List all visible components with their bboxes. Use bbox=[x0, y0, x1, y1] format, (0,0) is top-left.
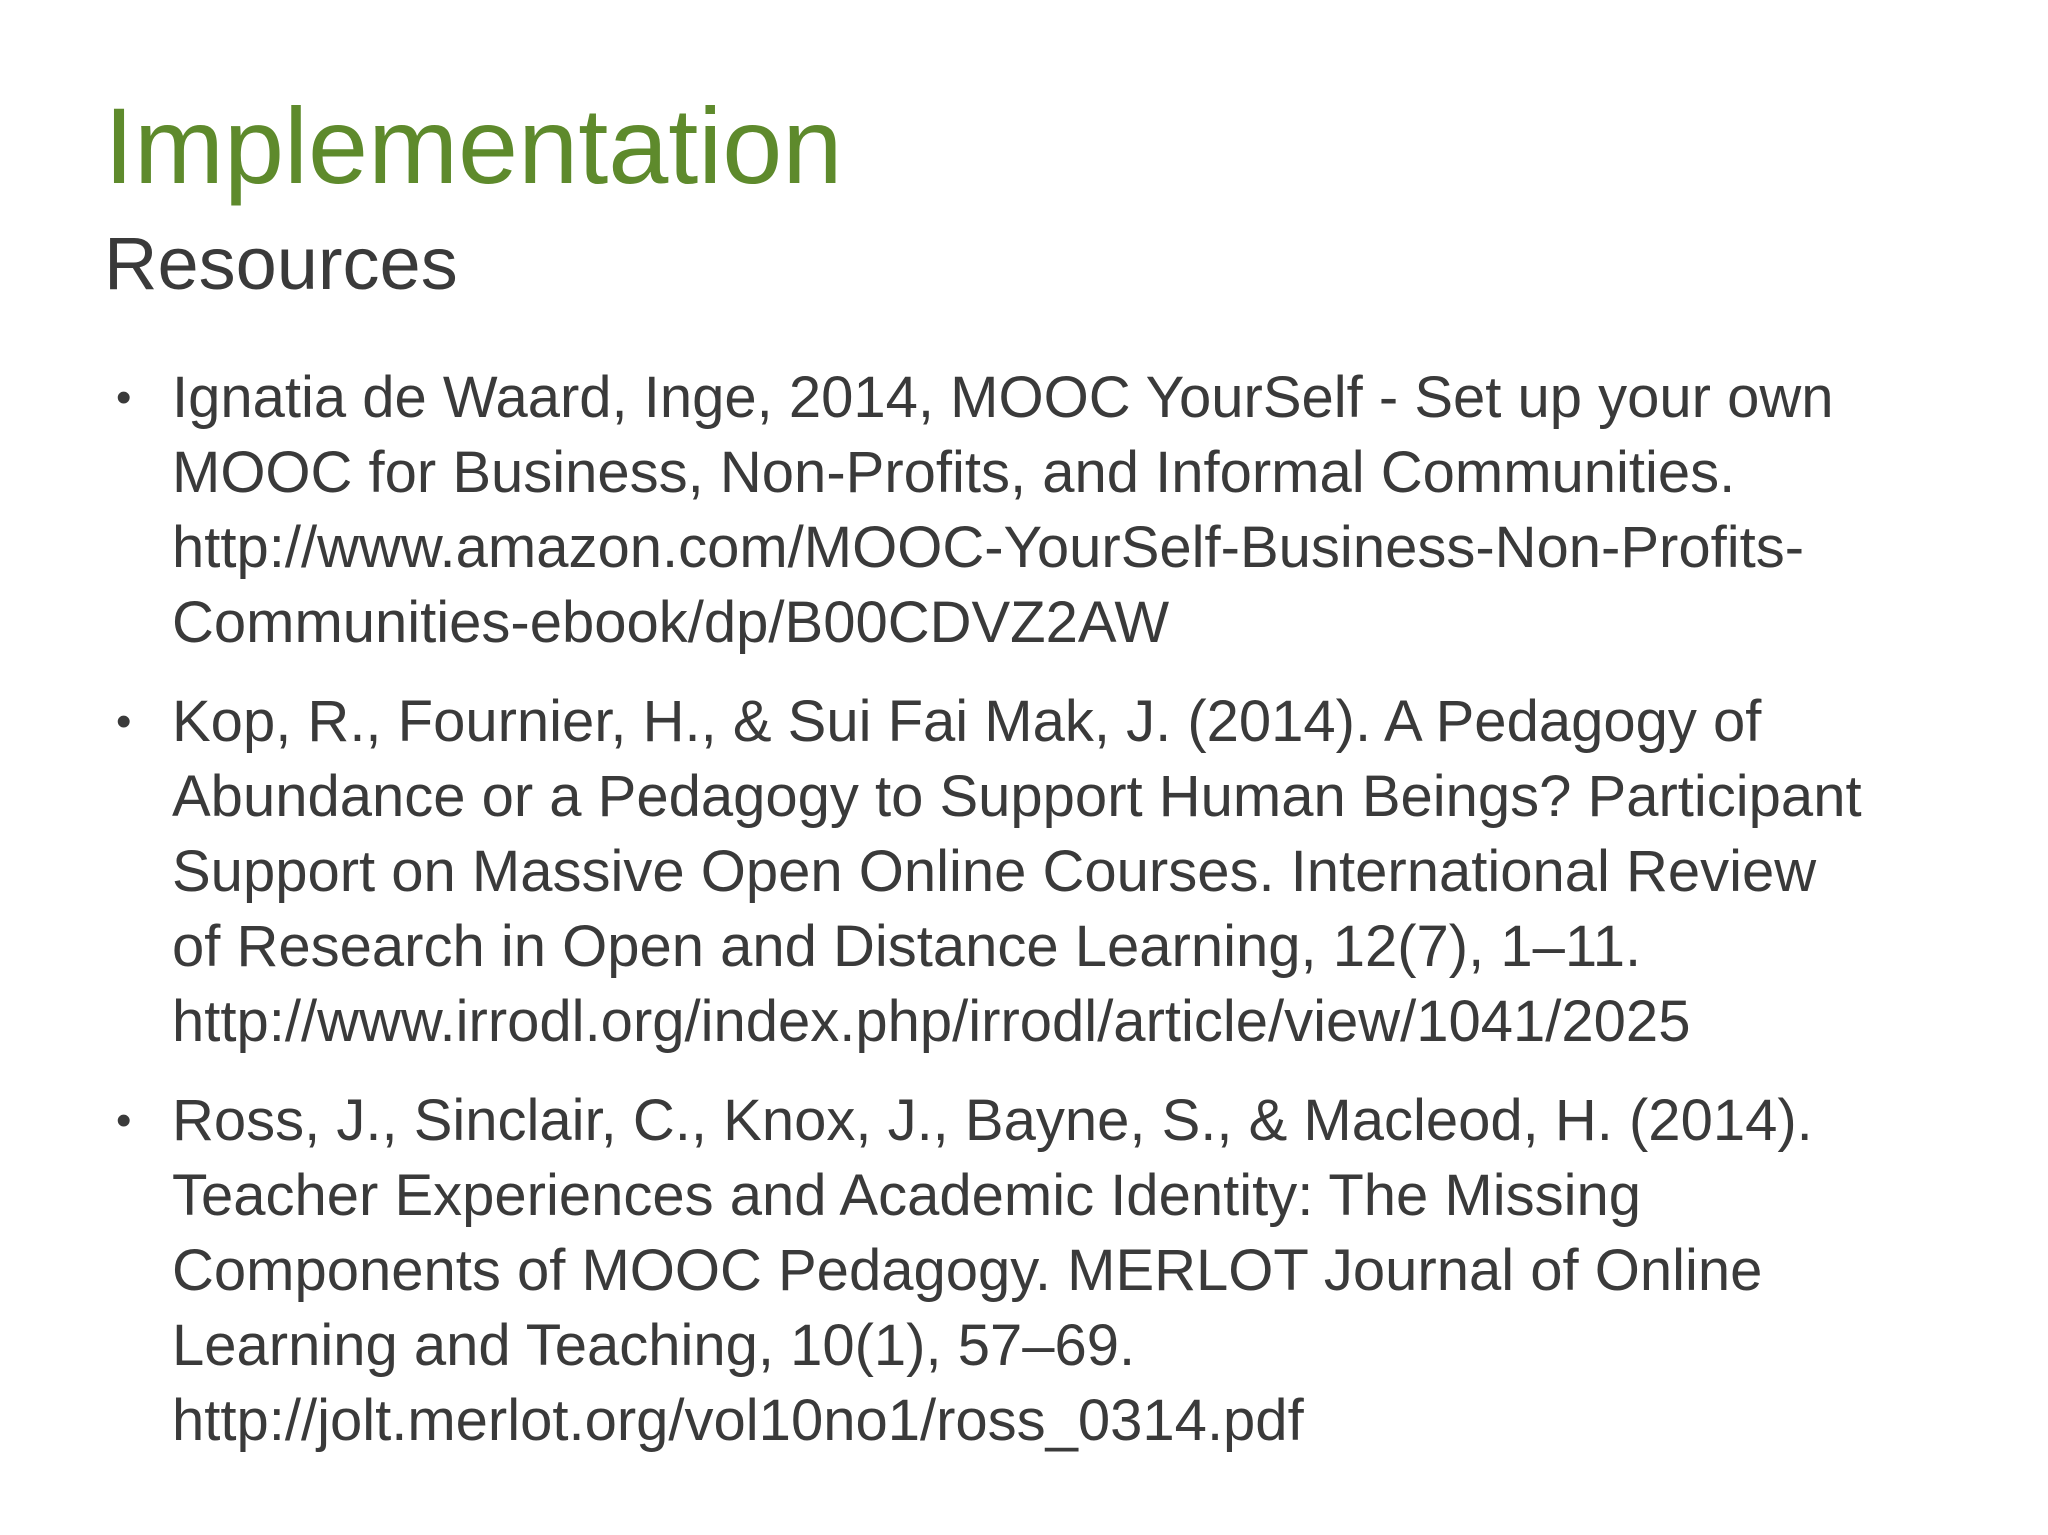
slide-title: Implementation bbox=[104, 85, 843, 206]
bullet-icon: • bbox=[116, 697, 132, 746]
reference-list bbox=[116, 360, 1966, 1482]
reference-line: Support on Massive Open Online Courses. International Review bbox=[172, 839, 1817, 904]
reference-line: Teacher Experiences and Academic Identity: The Missing bbox=[172, 1163, 1642, 1228]
reference-link: Communities-ebook/dp/B00CDVZ2AW bbox=[172, 590, 1170, 655]
slide-subtitle: Resources bbox=[104, 222, 458, 305]
reference-link: http://jolt.merlot.org/vol10no1/ross_0314.pdf bbox=[172, 1388, 1304, 1453]
reference-line: of Research in Open and Distance Learning, 12(7), 1–11. bbox=[172, 914, 1642, 979]
reference-link: http://www.amazon.com/MOOC-YourSelf-Business-Non-Profits- bbox=[172, 515, 1805, 580]
reference-line: Learning and Teaching, 10(1), 57–69. bbox=[172, 1313, 1136, 1378]
reference-line: Kop, R., Fournier, H., & Sui Fai Mak, J. (2014). A Pedagogy of bbox=[172, 689, 1762, 754]
reference-line: Ignatia de Waard, Inge, 2014, MOOC YourSelf - Set up your own bbox=[172, 365, 1834, 430]
reference-line: Abundance or a Pedagogy to Support Human Beings? Participant bbox=[172, 764, 1862, 829]
bullet-icon: • bbox=[116, 373, 132, 422]
reference-item bbox=[116, 1083, 1966, 1458]
bullet-icon: • bbox=[116, 1096, 132, 1145]
reference-line: Components of MOOC Pedagogy. MERLOT Journal of Online bbox=[172, 1238, 1763, 1303]
reference-link: http://www.irrodl.org/index.php/irrodl/article/view/1041/2025 bbox=[172, 989, 1691, 1054]
reference-item bbox=[116, 684, 1966, 1059]
reference-line: MOOC for Business, Non-Profits, and Informal Communities. bbox=[172, 440, 1736, 505]
reference-item bbox=[116, 360, 1966, 660]
reference-line: Ross, J., Sinclair, C., Knox, J., Bayne, S., & Macleod, H. (2014). bbox=[172, 1088, 1813, 1153]
